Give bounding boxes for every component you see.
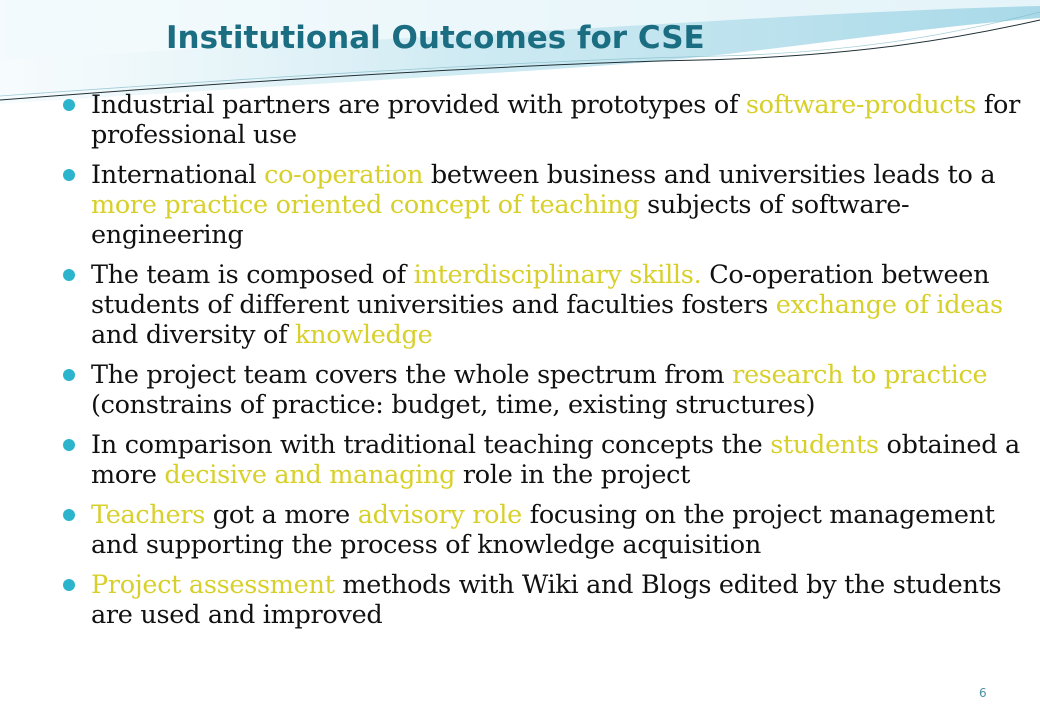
- bullet-item: [63, 90, 1038, 150]
- highlighted-text: knowledge: [295, 320, 433, 350]
- slide-number: 6: [979, 686, 987, 700]
- slide-title: Institutional Outcomes for CSE: [166, 20, 705, 56]
- bullet-text: Co-operation between students of different universities and faculties fosters: [91, 260, 990, 320]
- highlighted-text: more practice oriented concept of teaching: [91, 190, 640, 220]
- highlighted-text: research to practice: [732, 360, 988, 390]
- bullet-dot-icon: [63, 99, 75, 111]
- bullet-text: role in the project: [455, 460, 691, 490]
- highlighted-text: advisory role: [357, 500, 522, 530]
- bullet-text: focusing on the project management and supporting the process of knowledge acquisition: [91, 500, 995, 560]
- highlighted-text: co-operation: [264, 160, 424, 190]
- bullet-text: The team is composed of: [91, 260, 414, 290]
- bullet-dot-icon: [63, 269, 75, 281]
- bullet-dot-icon: [63, 169, 75, 181]
- bullet-item: [63, 570, 1038, 630]
- bullet-text: The project team covers the whole spectrum from: [91, 360, 733, 390]
- bullet-item: [63, 500, 1038, 560]
- bullet-text: for professional use: [91, 90, 1020, 150]
- highlighted-text: students: [770, 430, 879, 460]
- bullet-text: and diversity of: [91, 320, 296, 350]
- highlighted-text: software-products: [745, 90, 977, 120]
- bullet-text: (constrains of practice: budget, time, existing structures): [91, 390, 816, 420]
- bullet-text: between business and universities leads to a: [423, 160, 996, 190]
- bullet-dot-icon: [63, 439, 75, 451]
- bullet-text: got a more: [205, 500, 358, 530]
- highlighted-text: interdisciplinary skills.: [413, 260, 702, 290]
- bullet-item: [63, 430, 1038, 490]
- bullet-text: In comparison with traditional teaching concepts the: [91, 430, 771, 460]
- bullet-text: International: [91, 160, 265, 190]
- highlighted-text: exchange of ideas: [775, 290, 1003, 320]
- highlighted-text: Teachers: [91, 500, 205, 530]
- bullet-dot-icon: [63, 579, 75, 591]
- highlighted-text: Project assessment: [91, 570, 335, 600]
- bullet-dot-icon: [63, 369, 75, 381]
- bullet-text: Industrial partners are provided with prototypes of: [91, 90, 746, 120]
- bullet-list: [63, 90, 1038, 640]
- bullet-text: subjects of software-engineering: [91, 190, 910, 250]
- bullet-item: [63, 360, 1038, 420]
- bullet-item: [63, 160, 1038, 250]
- bullet-text: obtained a more: [91, 430, 1020, 490]
- bullet-item: [63, 260, 1038, 350]
- bullet-text: methods with Wiki and Blogs edited by the students are used and improved: [91, 570, 1002, 630]
- highlighted-text: decisive and managing: [164, 460, 456, 490]
- bullet-dot-icon: [63, 509, 75, 521]
